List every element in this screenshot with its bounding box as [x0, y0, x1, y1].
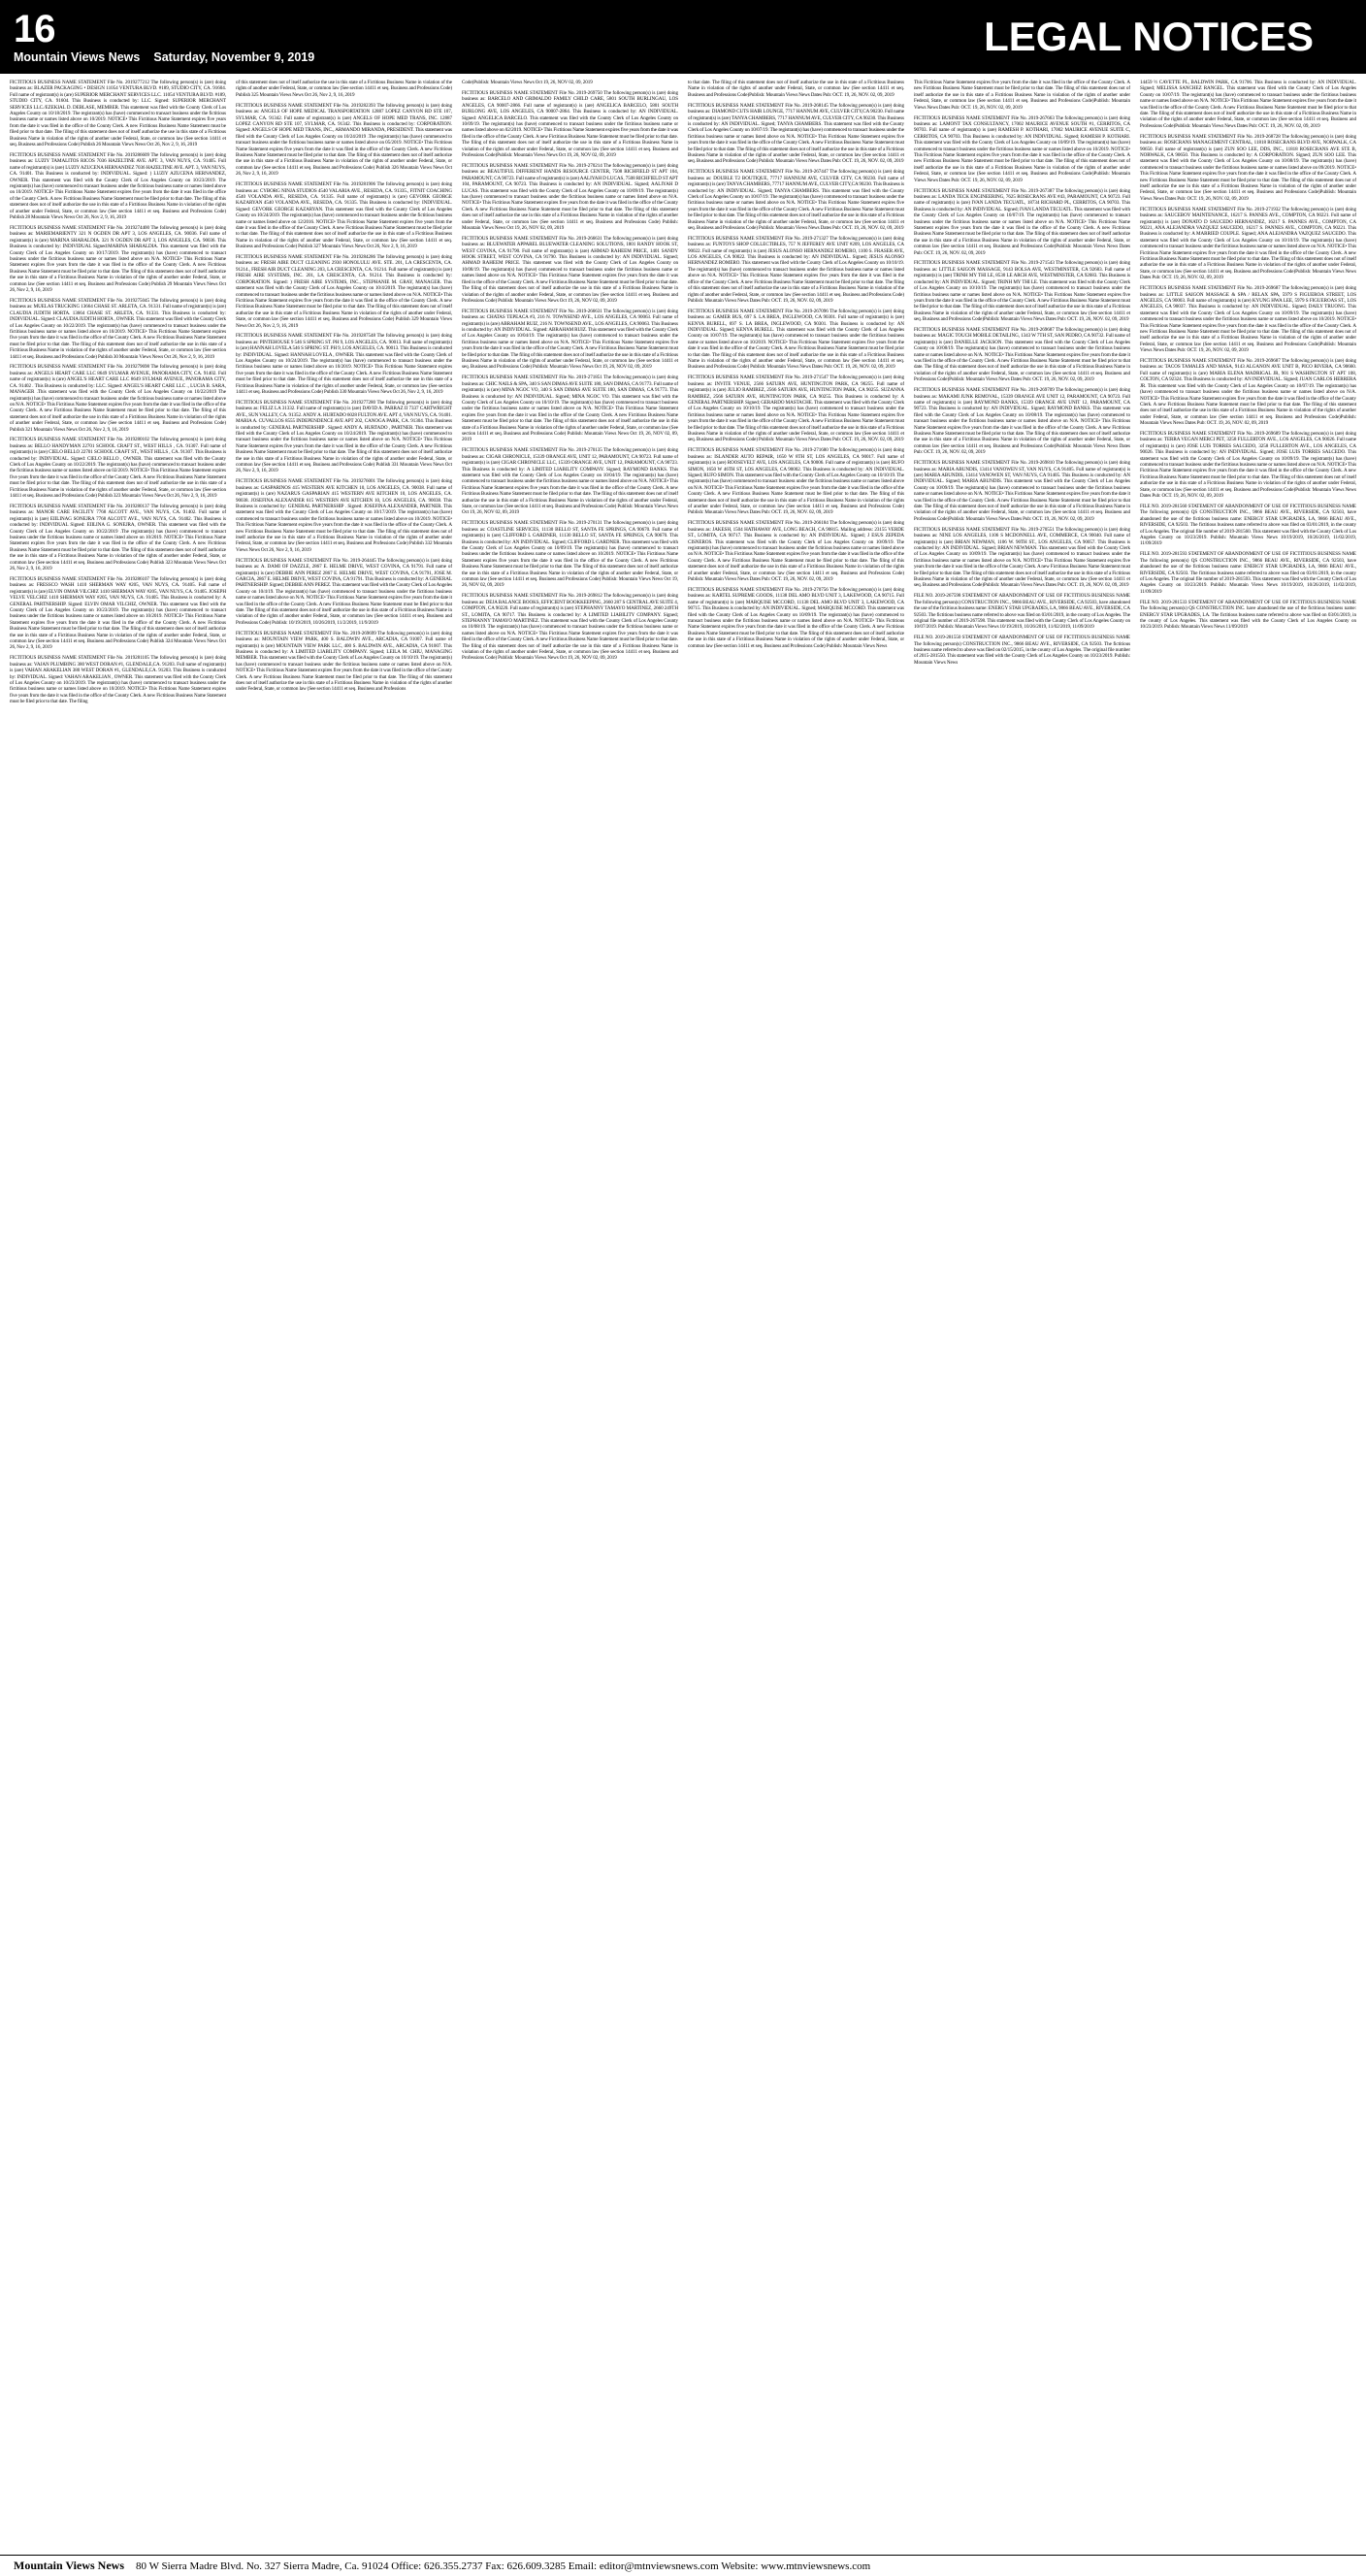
notice-text: FICTITIOUS BUSINESS NAME STATEMENT File No. 2019-270756 The following person(s) is (are) doing business as: KARTEL SUPREME GOODS, 11138 DEL AMO BLVD UNIT 3, LAKEWOOD, CA 90715. Full name of registrant(s) is (are) MARQUISE MCCORD, 11138 DEL AMO BLVD UNIT 3, LAKEWOOD, CA 90715. This Business is conducted by: AN INDIVIDUAL. Signed; MARQUISE MCCORD. This statement was filed with the County Clerk of Los Angeles County on 10/09/19. The registrant(s) has (have) commenced to transact business under the fictitious business name or names listed above on N/A. NOTICE• This Fictitious Name Statement expires five years from the date it was filed in the office of the County Clerk. A new Fictitious Business Name Statement must be filed prior to that date. The filing of this statement does not of itself authorize the use in this state of a Fictitious Business Name in violation of the rights of another under Federal, State, or common law (See section 14411 et seq. Business and Professions Code) Publish: Mountain Views News: [688, 586, 904, 649]
legal-notice: [688, 520, 904, 582]
issue-date: Saturday, November 9, 2019: [153, 50, 315, 65]
legal-notice: [688, 80, 904, 98]
legal-notice: [688, 169, 904, 231]
legal-notice: [236, 478, 452, 553]
legal-notice: [1140, 504, 1356, 547]
notice-text: This Fictitious Name Statement expires five years from the date it was filed in the office of the County Clerk. A new Fictitious Business Name Statement must be filed prior to that date. The filing of this statement does not of itself authorize the use in this state of a Fictitious Business Name in violation of the rights of another under Federal, State, or common law (See section 14411 et seq. Business and Professions Code)Publish: Mountain Views News Dates Pub: OCT. 19, 26, NOV. 02, 09, 2019: [914, 80, 1130, 111]
legal-notice: [462, 80, 678, 85]
masthead-paper-line: [14, 51, 314, 64]
notice-text: FICTITIOUS BUSINESS NAME STATEMENT File No. 2019-267447 The following person(s) is (are) doing business as: DOUBLE T2 BOUTIQUE, 77717 HANNUM AVE, CULVER CITY, CA 90230. Full name of registrant(s) is (are) TANYA CHAMBERS, 77717 HANNUM AVE, CULVER CITY,CA 90230. This Business is conducted by: AN INDIVIDUAL. Signed; TANYA CHAMBERS. This statement was filed with the County Clerk of Los Angeles County on 10/07/19. The registrant(s) has (have) commenced to transact business under the fictitious business name or names listed above on N/A. NOTICE• This Fictitious Name Statement expires five years from the date it was filed in the office of the County Clerk. A new Fictitious Business Name Statement must be filed prior to that date. The filing of this statement does not of itself authorize the use in this state of a Fictitious Business Name in violation of the rights of another under Federal, State, or common law (See section 14411 et seq. Business and Professions Code) Publish: Mountain Views News Dates Pub: OCT. 19, 26, NOV. 02, 09, 2019: [688, 169, 904, 231]
notice-text: FICTITIOUS BUSINESS NAME STATEMENT File No. 2019-267096 The following person(s) is (are) doing business as: GAMER BUS, 697 S. LA BREA, INGLEWOOD, CA 90301. Full name of registrant(s) is (are) KENYA BURELL, 697 S. LA BREA, INGLEWOOD, CA 90301. This Business is conducted by: AN INDIVIDUAL. Signed; KENYA BURELL. This statement was filed with the County Clerk of Los Angeles County on 10/07/19. The registrant(s) has (have) commenced to transact business under the fictitious business name or names listed above on 10/2019. NOTICE• This Fictitious Name Statement expires five years from the date it was filed in the office of the County Clerk. A new Fictitious Business Name Statement must be filed prior to that date. The filing of this statement does not of itself authorize the use in this state of a Fictitious Business Name in violation of the rights of another under Federal, State, or common law (See section 14411 et seq. Business and Professions Code) Publish: Mountain Views News Dates Pub: OCT. 19, 26, NOV. 02, 09, 2019: [688, 308, 904, 371]
notice-text: FICTITIOUS BUSINESS NAME STATEMENT File No. 2019286609 The following person(s) is (are) doing business as: LUZIY TAMALITOS RICOS 7036 HAZELTINE AVE. APT. 3, VAN NUYS, CA. 91405. Full name of registrant(s) is (are) LUZIY AZUCENA HERNANDEZ 7036 HAZELTINE AVE. APT. 3, VAN NUYS, CA. 91401. This Business is conducted by: INDIVIDUAL. Signed: ) LUZIY AZUCENA HERNANDEZ, OWNER. This statement was filed with the County Clerk of Los Angeles County on 10/23/2019. The registrant(s) has (have) commenced to transact business under the fictitious business name or names listed above on 10/2019. NOTICE• This Fictitious Name Statement expires five years from the date it was filed in the office of the County Clerk. A new Fictitious Business Name Statement must be filed prior to that date. The filing of this statement does not of itself authorize the use in this state of a Fictitious Business Name in violation of the rights of another under Federal, State, or common law (See section 14411 et seq. Business and Professions Code) Publish 28 Mountain Views News Oct 26, Nov 2, 9, 16, 2019: [10, 151, 226, 221]
legal-notice: [1140, 80, 1356, 129]
notice-text: FICTITIOUS BUSINESS NAME STATEMENT File No. 2019274400 The following person(s) is (are) doing business as: MARIEMARIENTY 321 N OGDEN DR APT 3, LOS ANGELES, CA. 90036. Full name of registrant(s) is (are) MARINA SHARALDIA. 321 N OGDEN DR APT 3, LOS ANGELES, CA. 90036. This Business is conducted by: INDIVIDUAL Signed:MARINA SHARALDIA. This statement was filed with the County Clerk of Los Angeles County on 10/17/2019. The registrant(s) has (have) commenced to transact business under the fictitious business name or names listed above on N/A. NOTICE• This Fictitious Name Statement expires five years from the date it was filed in the office of the County Clerk. A new Fictitious Business Name Statement must be filed prior to that date. The filing of this statement does not of itself authorize the use in this state of a Fictitious Business Name in violation of the rights of another under Federal, State, or common law (See section 14411 et seq. Business and Professions Code) Publish 29 Mountain Views News Oct 26, Nov 2, 9, 16, 2019: [10, 224, 226, 293]
legal-notice: [914, 327, 1130, 383]
legal-notice: [236, 181, 452, 249]
notice-text: FICTITIOUS BUSINESS NAME STATEMENT File No. 2019-269750 The following person(s) is (are) doing business as: BARCELO AND GRIMALDO FAMILY CHILD CARE, 5801 SOUTH BURLINGAU, LOS ANGELES, CA 90007-2866. Full name of registrant(s) is (are) ANGELICA BARCELO, 5801 SOUTH BURLONG AVE, LOS ANGELES, CA 90007-2864. This Business is conducted by: AN INDIVIDUAL. Signed: ANGELICA BARCELO. This statement was filed with the County Clerk of Los Angeles County on 10/09/19. The registrant(s) has (have) commenced to transact business under the fictitious business name or names listed above on 02/2019. NOTICE• This Fictitious Name Statement expires five years from the date it was filed in the office of the County Clerk. A new Fictitious Business Name Statement must be filed prior to that date. The filing of this statement does not of itself authorize the use in this state of a Fictitious Business Name in violation of the rights of another under Federal, State, or common law (See section 14411 et seq. Business and Professions Code)Publish: Mountain Views News Oct 19, 26, NOV 02, 09, 2019: [462, 89, 678, 158]
notice-text: FICTITIOUS BUSINESS NAME STATEMENT File No. 2019-268728 The following person(s) is (are) doing business as: ROSICRANS MANAGEMENT CENTRAL, 11818 ROSECRANS BLVD AVE, NORWALK, CA 90650. Full name of registrant(s) is (are) ZUN SOO LEE, DDS, INC., 11818 ROSECRANS AVE STE B, NORWALK, CA 90650. This Business is conducted by: A CORPORATION. Signed; ZUN SOO LEE. This statement was filed with the County Clerk of Los Angeles County on 10/08/19. The registrant(s) has (have) commenced to transact business under the fictitious business name or names listed above on 09/2019. NOTICE• This Fictitious Name Statement expires five years from the date it was filed in the office of the County Clerk. A new Fictitious Business Name Statement must be filed prior to that date. The filing of this statement does not of itself authorize the use in this state of a Fictitious Business Name in violation of the rights of another under Federal, State, or common law (See section 14411 et seq. Business and Professions Code)Publish: Mountain Views News Dates Pub: OCT. 19, 26, NOV. 02, 09, 2019: [1140, 133, 1356, 202]
legal-notice: [462, 593, 678, 661]
notice-text: FICTITIOUS BUSINESS NAME STATEMENT File No. 2019-271327 The following person(s) is (are) doing business as: FUNTOYS SHOP COLLECTIBLES, 757 N JEFFEREY AVE UNIT #209, LOS ANGELES, CA 90022. Full name of registrant(s) is (are) JESUS ALONSO HERNANDEZ ROMERO, 1100 S. FRASER AVE, LOS ANGELES, CA 90022. This Business is conducted by: AN INDIVIDUAL. Signed; JESUS ALONSO HERNANDEZ ROMERO. This statement was filed with the County Clerk of Los Angeles County on 10/10/19. The registrant(s) has (have) commenced to transact business under the fictitious business name or names listed above on N/A. NOTICE• This Fictitious Name Statement expires five years from the date it was filed in the office of the County Clerk. A new Fictitious Business Name Statement must be filed prior to that date. The filing of this statement does not of itself authorize the use in this state of a Fictitious Business Name in violation of the rights of another under Federal, State, or common law (See section 14411 et seq. Business and Professions Code) Publish: Mountain Views News Dates Pub: OCT. 19, 26, NOV. 02, 09, 2019: [688, 235, 904, 304]
legal-notice: [1140, 600, 1356, 631]
notice-text: FICTITIOUS BUSINESS NAME STATEMENT File No. 2019287548 The following person(s) is (are) doing business as: PINTEHOUSE 9 546 S SPRING ST. PH 9, LOS ANGELES, CA. 90013. Full name of registrant(s) is (are) HANNAH LOVELA 546 S SPRING ST. PH 9, LOS ANGELES, CA. 90013. This Business is conducted by: INDIVIDUAL. Signed: HANNAH LOVELA , OWNER. This statement was filed with the County Clerk of Los Angeles County on 10/24/2019. The registrant(s) has (have) commenced to transact business under the fictitious business name or names listed above on 10/2019. NOTICE• This Fictitious Name Statement expires five years from the date it was filed in the office of the County Clerk. A new Fictitious Business Name Statement must be filed prior to that date. The filing of this statement does not of itself authorize the use in this state of a Fictitious Business Name in violation of the rights of another under Federal, State, or common law (See section 14411 et seq. Business and Professions Code) Publish 330 Mountain Views News Oct 26, Nov 2, 9, 16, 2019: [236, 333, 452, 396]
notice-text: of this statement does not of itself authorize the use in this state of a Fictitious Business Name in violation of the rights of another under Federal, State, or common law (See section 14411 et seq. Business and Professions Code) Publish 325 Mountain Views News Oct 26, Nov 2, 9, 16, 2019: [236, 80, 452, 98]
notice-text: FILE NO. 2019-281533 STATEMENT OF ABANDONMENT OF USE OF FICTITIOUS BUSINESS NAME The following person(s) QS CONSTRUCTION INC. have abandoned the use of the fictitious business name: ENERGY STAR UPGRADES, LA. The fictitious business name referred to above was filed on 03/01/2019, in the county of Los Angeles. This statement was filed with the County Clerk of Los Angeles County on 10/23/2019. Publish: Mountain Views News 11/09/2019: [1140, 599, 1356, 631]
notice-text: FICTITIOUS BUSINESS NAME STATEMENT File No. 2019286107 The following person(s) is (are) doing business as: FRESSCO WASH 1410 SHERMAN WAY #205, VAN NUYS, CA. 91405. Full name of registrant(s) is (are) ELVIN OMAR VILCHIZ 1410 SHERMAN WAY #205, VAN NUYS, CA. 91405. JOSEPH VELVE VELCHIZ 1410 SHERMAN WAY #205, VAN NUYS, CA. 91405. This Business is conducted by: A GENERAL PARTNERSHIP. Signed: ELVIN OMAR VILCHIZ, OWNER. This statement was filed with the County Clerk of Los Angeles County on 10/23/2019. The registrant(s) has (have) commenced to transact business under the fictitious business name or names listed above on 10/2019. NOTICE• This Fictitious Name Statement expires five years from the date it was filed in the office of the County Clerk. A new Fictitious Business Name Statement must be filed prior to that date. The filing of this statement does not of itself authorize the use in this state of a Fictitious Business Name in violation of the rights of another under Federal, State, or common law (See section 14411 et seq. Business and Professions Code) Publish 324 Mountain Views News Oct 26, Nov 2, 9, 16, 2019: [10, 575, 226, 651]
legal-notice: [1140, 358, 1356, 426]
notice-text: FICTITIOUS BUSINESS NAME STATEMENT File No. 2019275045 The following person(s) is (are) doing business as: MUELAS TRUCKING 13664 CHASE ST. ARLETA, CA. 91331. Full name of registrant(s) is (are) CLAUDIA JUDITH HORTA. 13664 CHASE ST. ARLETA, CA. 91331. This Business is conducted by: INDIVIDUAL. Signed: CLAUDIA JUDITH HORTA , OWNER. This statement was filed with the County Clerk of Los Angeles County on 10/22/2019. The registrant(s) has (have) commenced to transact business under the fictitious business name or names listed above on 10/2019. NOTICE• This Fictitious Name Statement expires five years from the date it was filed in the office of the County Clerk. A new Fictitious Business Name Statement must be filed prior to that date. The filing of this statement does not of itself authorize the use in this state of a Fictitious Business Name in violation of the rights of another under Federal, State, or common law (See section 14411 et seq. Business and Professions Code) Publish 30 Mountain Views News Oct 26, Nov 2, 9, 16, 2019: [10, 297, 226, 360]
legal-notice: [10, 504, 226, 571]
legal-notice: [236, 80, 452, 98]
legal-notice: [236, 254, 452, 329]
column-3: [462, 80, 678, 666]
legal-notice: [10, 576, 226, 651]
notice-text: FICTITIOUS BUSINESS NAME STATEMENT File No. 2019-264445 The following person(s) is (are) doing business as: A. DAMI OF DAZZLE, 2867 E. HELME DRIVE, WEST COVINA, CA 91791. Full name of registrant(s) is (are) DEBBIE ANN PEREZ 2867 E. HELME DRIVE, WEST COVINA, CA 91791, JOSE M. GARCIA, 2867 E. HELME DRIVE, WEST COVINA, CA 91791. This Business is conducted by: A GENERAL PARTNERSHIP. Signed; DEBBIE ANN PEREZ. This statement was filed with the County Clerk of Los Angeles County on 10/4/19. The registrant(s) has (have) commenced to transact business under the fictitious business name or names listed above on N/A. NOTICE• This Fictitious Name Statement expires five years from the date it was filed in the office of the County Clerk. A new Fictitious Business Name Statement must be filed prior to that date. The filing of this statement does not of itself authorize the use in this state of a Fictitious Business Name in violation of the rights of another under Federal, State, or common law (See section 14411 et seq. Business and Professions Code) Publish: 10/19/2019, 10/26/2019, 11/2/2019, 11/9/2019: [236, 557, 452, 626]
notice-text: Code)Publish: Mountain Views News Oct 19, 26, NOV 02, 09, 2019: [462, 80, 593, 85]
notice-text: FICTITIOUS BUSINESS NAME STATEMENT File No. 2019-271851 The following person(s) is (are) doing business as: CHIC NAILS & SPA, 340 S SAN DIMAS AVE SUITE 180, SAN DIMAS, CA 91773. Full name of registrant(s) is (are) MINA NGOC VO, 340 S SAN DIMAS AVE SUITE 180, SAN DIMAS, CA 91773. This Business is conducted by: AN INDIVIDUAL. Signed; MINA NGOC VO. This statement was filed with the County Clerk of Los Angeles County on 10/10/19. The registrant(s) has (have) commenced to transact business under the fictitious business name or names listed above on N/A. NOTICE• This Fictitious Name Statement expires five years from the date it was filed in the office of the County Clerk. A new Fictitious Business Name Statement must be filed prior to that date. The filing of this statement does not of itself authorize the use in this state of a Fictitious Business Name in violation of the rights of another under Federal, State, or common law (See section 14411 et seq. Business and Professions Code) Publish: Mountain Views News Oct 19, 26, NOV 02, 09, 2019: [462, 375, 678, 443]
legal-notice: [236, 333, 452, 395]
legal-notice: [236, 631, 452, 693]
legal-notice: [462, 447, 678, 515]
notice-text: FICTITIOUS BUSINESS NAME STATEMENT File No. 2019284286 The following person(s) is (are) doing business as: FRESH AIRE DUCT CLEANING 2930 HONOLULU AVE. STE. 201, LA CRESCENTA, CA. 91214., FRESH AIR DUCT CLEANING 203, LA CRESCENTA, CA. 91214. Full name of registrant(s) is (are) FRESH AIRE SYSTEMS, INC. 201, LA CRESCENTA, CA. 91214. This Business is conducted by: CORPORATION. Signed: ) FRESH AIRE SYSTEMS, INC., STEPHANIE M. GRAY, MANAGER. This statement was filed with the County Clerk of Los Angeles County on 10/4/2019. The registrant(s) has (have) commenced to transact business under the fictitious business name or names listed above on N/A. NOTICE• This Fictitious Name Statement expires five years from the date it was filed in the office of the County Clerk. A new Fictitious Business Name Statement must be filed prior to that date. The filing of this statement does not of itself authorize the use in this state of a Fictitious Business Name in violation of the rights of another under Federal, State, or common law (See section 14411 et seq. Business and Professions Code) Publish 329 Mountain Views News Oct 26, Nov 2, 9, 16, 2019: [236, 254, 452, 329]
legal-notice: [688, 375, 904, 442]
legal-notice: [914, 80, 1130, 111]
legal-notice: [10, 152, 226, 220]
column-5: [914, 80, 1130, 670]
legal-notice: [462, 236, 678, 304]
notice-text: FICTITIOUS BUSINESS NAME STATEMENT File No. 2019-268145 The following person(s) is (are) doing business as: DIAMOND CUTS HAIR LOUNGE, 7717 HANNUM AVE, CULVER CITY,CA 90230. Full name of registrant(s) is (are) TANYA CHAMBERS, 7717 HANNUM AVE, CULVER CITY, CA 90230. This Business is conducted by: AN INDIVIDUAL. Signed; TANYA CHAMBERS. This statement was filed with the County Clerk of Los Angeles County on 10/07/19. The registrant(s) has (have) commenced to transact business under the fictitious business name or names listed above on N/A. NOTICE• This Fictitious Name Statement expires five years from the date it was filed in the office of the County Clerk. A new Fictitious Business Name Statement must be filed prior to that date. The filing of this statement does not of itself authorize the use in this state of a Fictitious Business Name in violation of the rights of another under Federal, State, or common law (See section 14411 et seq. Business and Professions Code) Publish: Mountain Views News Dates Pub: OCT. 19, 26, NOV. 02, 09, 2019: [688, 102, 904, 165]
legal-notice: [236, 558, 452, 626]
notice-text: FICTITIOUS BUSINESS NAME STATEMENT File No. 2019281906 The following person(s) is (are) doing business as: CYBORG NINJA STUDIOS 4540 VALARIA AVE., RESEDA, CA. 91335., FITNIT COACHING 4540 VOLANDA AVE., RESEDA, CA. 91335. Full name of registrant(s) is (are) GEVORK GEORGE KAZARYAN 4540 VOLANDA AVE., RESEDA, CA. 91335. This Business is conducted by: INDIVIDUAL. Signed: GEVORK GEORGE KAZARYAN. This statement was filed with the County Clerk of Los Angeles County on 10/24/2019. The registrant(s) has (have) commenced to transact business under the fictitious business name or names listed above on 12/2016. NOTICE• This Fictitious Name Statement expires five years from the date it was filed in the office of the County Clerk. A new Fictitious Business Name Statement must be filed prior to that date. The filing of this statement does not of itself authorize the use in this state of a Fictitious Business Name in violation of the rights of another under Federal, State, or common law (See section 14411 et seq. Business and Professions Code) Publish 327 Mountain Views News Oct 26, Nov 2, 9, 16, 2019: [236, 181, 452, 250]
legal-notice: [914, 260, 1130, 322]
notice-text: FICTITIOUS BUSINESS NAME STATEMENT File No. 2019-271680 The following person(s) is (are) doing business as: ISLANDER AUTO REPAIR, 1650 W 8TH ST, LOS ANGELES, CA 90017. Full name of registrant(s) is (are) ROOSEVELT AVE, LOS ANGELES, CA 90006. Full name of registrant(s) is (are) RUFO SIMON, 1650 W 46TH ST, LOS ANGELES, CA 90002. This Business is conducted by: AN INDIVIDUAL. Signed; RUFO SIMON. This statement was filed with the County Clerk of Los Angeles County on 10/10/19. The registrant(s) has (have) commenced to transact business under the fictitious business name or names listed above on N/A. NOTICE• This Fictitious Name Statement expires five years from the date it was filed in the office of the County Clerk. A new Fictitious Business Name Statement must be filed prior to that date. The filing of this statement does not of itself authorize the use in this state of a Fictitious Business Name in violation of the rights of another under Federal, State, or common law (See section 14411 et seq. Business and Professions Code) Publish: Mountain Views News Dates Pub: OCT. 19, 26, NOV. 02, 09, 2019: [688, 447, 904, 516]
notice-text: FICTITIOUS BUSINESS NAME STATEMENT File No. 2019279698 The following person(s) is (are) doing business as: ANGELS HEART CARE LLC 8649 SYLMAR AVENUE, PANORAMA CITY, CA. 91402. Full name of registrant(s) is (are) ANGEL'S HEART CARE LLC 8649 SYLMAR AVENUE, PANORAMA CITY, CA. 91402 . This Business is conducted by: LLC. Signed: ANGEL'S HEART CARE LLC ., LUCIA B. SARA, MANAGER .This statement was filed with the County Clerk of Los Angeles County on 10/22/2019 The registrant(s) has (have) commenced to transact business under the fictitious business name or names listed above on N/A. NOTICE• This Fictitious Name Statement expires five years from the date it was filed in the office of the County Clerk. A new Fictitious Business Name Statement must be filed prior to that date. The filing of this statement does not of itself authorize the use in this state of a Fictitious Business Name in violation of the rights of another under Federal, State, or common law (See section 14411 et seq. Business and Professions Code) Publish 321 Mountain Views News Oct 26, Nov 2, 9, 16, 2019: [10, 364, 226, 433]
legal-notice: [688, 236, 904, 304]
footer-brand: Mountain Views News: [14, 2559, 125, 2572]
notice-text: FICTITIOUS BUSINESS NAME STATEMENT File No. 2019-269689 The following person(s) is (are) doing business as: TERRA VEGAN MERCI PET, 3258 FULLERTON AVE., LOS ANGELES, CA 90026. Full name of registrant(s) is (are) JOSE LUIS TORRES SALCEDO, 3258 FULLERTON AVE., LOS ANGELES, CA 90026. This Business is conducted by: AN INDIVIDUAL. Signed; JOSE LUIS TORRES SALCEDO. This statement was filed with the County Clerk of Los Angeles County on 10/09/19. The registrant(s) has (have) commenced to transact business under the fictitious business name or names listed above on N/A. NOTICE• This Fictitious Name Statement expires five years from the date it was filed in the office of the County Clerk. A new Fictitious Business Name Statement must be filed prior to that date. The filing of this statement does not of itself authorize the use in this state of a Fictitious Business Name in violation of the rights of another under Federal, State, or common law (See section 14411 et seq. Business and Professions Code)Publish: Mountain Views News Dates Pub: OCT. 19, 26, NOV. 02, 09, 2019: [1140, 431, 1356, 500]
column-1: [10, 80, 226, 709]
legal-notice: [1140, 285, 1356, 353]
notice-text: FICTITIOUS BUSINESS NAME STATEMENT File No. 2019-269812 The following person(s) is (are) doing business as: DEJA BALANCE BOOKS, EFFICIENT BOOKKEEPING, 2660 287 S CENTRAL AVE SUITE 4, COMPTON, CA 90220. Full name of registrant(s) is (are) STEPHANNY TAMAYO MARTINEZ, 2660 249TH ST., LOMITA, CA 90717. This Business is conducted by: A LIMITED LIABILITY COMPANY. Signed; STEPHANNY TAMAYO MARTINEZ. This statement was filed with the County Clerk of Los Angeles County on 10/08/19. The registrant(s) has (have) commenced to transact business under the fictitious business name or names listed above on N/A. NOTICE• This Fictitious Name Statement expires five years from the date it was filed in the office of the County Clerk. A new Fictitious Business Name Statement must be filed prior to that date. The filing of this statement does not of itself authorize the use in this state of a Fictitious Business Name in violation of the rights of another under Federal, State, or common law (See section 14411 et seq. Business and Professions Code) Publish: Mountain Views News Oct 19, 26, NOV 02, 09, 2019: [462, 593, 678, 662]
notice-text: FICTITIOUS BUSINESS NAME STATEMENT File No. 2019282393 The following person(s) is (are) doing business as: ANGELS OF HOPE MEDICAL TRANSPORTATION 12887 LOPEZ CANYON RD STE 107, SYLMAR, CA. 91342. Full name of registrant(s) is (are) ANGELS OF HOPE MED TRANS, INC. 12887 LOPEZ CANYON RD STE 107, SYLMAR, CA. 91342. This Business is conducted by: CORPORATION. Signed: ANGELS OF HOPE MED TRANS, INC., ARMANDO MIRANDA, PRESIDENT. This statement was filed with the County Clerk of Los Angeles County on 10/24/2019 .The registrant(s) has (have) commenced to transact business under the fictitious business name or names listed above on 05/2019. NOTICE• This Fictitious Name Statement expires five years from the date it was filed in the office of the County Clerk. A new Fictitious Business Name Statement must be filed prior to that date. The filing of this statement does not of itself authorize the use in this state of a Fictitious Business Name in violation of the rights of another under Federal, State, or common law (See section 14411 et seq. Business and Professions Code) Publish 326 Mountain Views News Oct 26, Nov 2, 9, 16, 2019: [236, 102, 452, 178]
masthead-left: [14, 10, 314, 64]
legal-notice: [462, 375, 678, 442]
paper-name: Mountain Views News: [14, 50, 141, 65]
legal-notice: [1140, 134, 1356, 202]
legal-notice: [914, 527, 1130, 589]
notice-text: FICTITIOUS BUSINESS NAME STATEMENT File No. 2019-267663 The following person(s) is (are) doing business as: LAMONT TAX CONSULTANCY, 17002 MAURICE AVENUE SOUTH #1, CERRITOS, CA 90703. Full name of registrant(s) is (are) RAMESH P. KOTHARI, 17002 MAURICE AVENUE SUITE C, CERRITOS, CA 90703. This Business is conducted by: AN INDIVIDUAL. Signed; RAMESH P. KOTHARI. This statement was filed with the County Clerk of Los Angeles County on 10/09/19. The registrant(s) has (have) commenced to transact business under the fictitious business name or names listed above on 10/2019. NOTICE• This Fictitious Name Statement expires five years from the date it was filed in the office of the County Clerk. A new Fictitious Business Name Statement must be filed prior to that date. The filing of this statement does not of itself authorize the use in this state of a Fictitious Business Name in violation of the rights of another under Federal, State, or common law (See section 14411 et seq. Business and Professions Code)Publish: Mountain Views News Dates Pub: OCT. 19, 26, NOV. 02, 09, 2019: [914, 114, 1130, 183]
notice-text: FICTITIOUS BUSINESS NAME STATEMENT File No. 2019-269699 The following person(s) is (are) doing business as: MOUNTAIN VIEW PARK, 400 S. BALDWIN AVE., ARCADIA, CA 91007. Full name of registrant(s) is (are) MOUNTAIN VIEW PARK LLC, 400 S. BALDWIN AVE., ARCADIA, CA 91007. This Business is conducted by: A LIMITED LIABILITY COMPANY. Signed; LEILA M. CHIU, MANAGING MEMBER. This statement was filed with the County Clerk of Los Angeles County on 10/10/19. The registrant(s) has (have) commenced to transact business under the fictitious business name or names listed above on N/A. NOTICE• This Fictitious Name Statement expires five years from the date it was filed in the office of the County Clerk. A new Fictitious Business Name Statement must be filed prior to that date. The filing of this statement does not of itself authorize the use in this state of a Fictitious Business Name in violation of the rights of another under Federal, State, or common law (See section 14411 et seq. Business and Professions: [236, 630, 452, 693]
legal-notice: [10, 225, 226, 293]
legal-notice: [688, 587, 904, 649]
legal-notice: [462, 163, 678, 231]
legal-notice: [462, 90, 678, 158]
masthead: [0, 0, 1366, 74]
notice-text: 14459 ½ CAVETTE PL, BALDWIN PARK, CA 91706. This Business is conducted by: AN INDIVIDUAL. Signed; MELISSA SANCHEZ RANGEL. This statement was filed with the County Clerk of Los Angeles County on 10/07/19. The registrant(s) has (have) commenced to transact business under the fictitious business name or names listed above on N/A. NOTICE• This Fictitious Name Statement expires five years from the date it was filed in the office of the County Clerk. A new Fictitious Business Name Statement must be filed prior to that date. The filing of this statement does not of itself authorize the use in this state of a Fictitious Business Name in violation of the rights of another under Federal, State, or common law (See section 14411 et seq. Business and Professions Code)Publish: Mountain Views News Dates Pub: OCT. 19, 26, NOV. 02, 09, 2019: [1140, 80, 1356, 129]
notice-text: FICTITIOUS BUSINESS NAME STATEMENT File No. 2019280102 The following person(s) is (are) doing business as: BELLO HANDYMAN 22701 SCHOOL CRAFT ST., WEST HILLS , CA. 91307. Full name of registrant(s) is (are) CIELO BELLO 22701 SCHOOL CRAFT ST., WEST HILLS , CA. 91307. This Business is conducted by: INDIVIDUAL. Signed: CIELO BELLO , OWNER. This statement was filed with the County Clerk of Los Angeles County on 10/22/2019. The registrant(s) has (have) commenced to transact business under the fictitious business name or names listed above on 02/2019. NOTICE• This Fictitious Name Statement expires five years from the date it was filed in the office of the County Clerk. A new Fictitious Business Name Statement must be filed prior to that date. The filing of this statement does not of itself authorize the use in this state of a Fictitious Business Name in violation of the rights of another under Federal, State, or common law (See section 14411 et seq. Business and Professions Code) Publish 323 Mountain Views News Oct 26, Nov 2, 9, 16, 2019: [10, 437, 226, 500]
legal-notice: [10, 437, 226, 499]
notice-text: FICTITIOUS BUSINESS NAME STATEMENT File No. 2019-267387 The following person(s) is (are) doing business as: LANDA TECK ENGINEERING, 7625 ROSECRANS AVE #43, PARAMOUNT, CA 90723. Full name of registrant(s) is (are) IVAN LANDA TECUATL, 18734 RICHARD PL, CERRITOS, CA 90703. This Business is conducted by: AN INDIVIDUAL. Signed; IVAN LANDA TECUATL. This statement was filed with the County Clerk of Los Angeles County on 10/07/19. The registrant(s) has (have) commenced to transact business under the fictitious business name or names listed above on N/A. NOTICE• This Fictitious Name Statement expires five years from the date it was filed in the office of the County Clerk. A new Fictitious Business Name Statement must be filed prior to that date. The filing of this statement does not of itself authorize the use in this state of a Fictitious Business Name in violation of the rights of another under Federal, State, or common law (See section 14411 et seq. Business and Professions Code)Publish: Mountain Views News Dates Pub: OCT. 19, 26, NOV. 02, 09, 2019: [914, 187, 1130, 256]
column-2: [236, 80, 452, 697]
notice-text: FICTITIOUS BUSINESS NAME STATEMENT File No. 2019-266184 The following person(s) is (are) doing business as: JAKESH, 1504 HATHAWAY AVE, LONG BEACH, CA 90815. Mailing address: 23155 VERDE ST., LOMITA, CA 90717. This Business is conducted by: AN INDIVIDUAL. Signed; J ESUS ZEPEDA CISNEROS. This statement was filed with the County Clerk of Los Angeles County on 10/09/19. The registrant(s) has (have) commenced to transact business under the fictitious business name or names listed above on N/A. NOTICE• This Fictitious Name Statement expires five years from the date it was filed in the office of the County Clerk. A new Fictitious Business Name Statement must be filed prior to that date. The filing of this statement does not of itself authorize the use in this state of a Fictitious Business Name in violation of the rights of another under Federal, State, or common law (See section 14411 et seq. Business and Professions Code) Publish: Mountain Views News Dates Pub: OCT. 19, 26, NOV. 02, 09, 2019: [688, 520, 904, 582]
notice-text: FICTITIOUS BUSINESS NAME STATEMENT File No. 2019-270551 The following person(s) is (are) doing business as: NINE LOS ANGELES, 1106 S MCDONNELL AVE, COMMERCE, CA 90040. Full name of registrant(s) is (are) BRIAN NEWMAN, 1106 W. 90TH ST., LOS ANGELES, CA 90057. This Business is conducted by: AN INDIVIDUAL. Signed; BRIAN NEWMAN. This statement was filed with the County Clerk of Los Angeles County on 10/09/19. The registrant(s) has (have) commenced to transact business under the fictitious business name or names listed above on N/A. NOTICE• This Fictitious Name Statement expires five years from the date it was filed in the office of the County Clerk. A new Fictitious Business Name Statement must be filed prior to that date. The filing of this statement does not of itself authorize the use in this state of a Fictitious Business Name in violation of the rights of another under Federal, State, or common law (See section 14411 et seq. Business and Professions Code)Publish: Mountain Views News Dates Pub: OCT. 19, 26, NOV. 02, 09, 2019: [914, 526, 1130, 589]
legal-notice: [10, 80, 226, 147]
page-footer: [0, 2555, 1366, 2576]
column-4: [688, 80, 904, 653]
legal-notice: [914, 460, 1130, 522]
notice-text: FICTITIOUS BUSINESS NAME STATEMENT File No. 2019277212 The following person(s) is (are) doing business as: BLAZER PACKAGING • DESIGN 11054 VENTURA BLVD. #189, STUDIO CITY, CA. 91604. Full name of registrant(s) is (are) SUPERIOR MERCHANT SERVICES LLC. 11054 VENTURA BLVD. #189, STUDIO CITY, CA. 91604. This Business is conducted by: LLC. Signed: SUPERIOR MERCHANT SERVICES LLC./EZEKIAL D. DEBLASE, MEMBER. This statement was filed with the County Clerk of Los Angeles County on 10/18/2019. The registrant(s) has (have) commenced to transact business under the fictitious business name or names listed above on 10/2019. NOTICE• This Fictitious Name Statement expires five years from the date it was filed in the office of the County Clerk. A new Fictitious Business Name Statement must be filed prior to that date. The filing of this statement does not of itself authorize the use in this state of a Fictitious Business Name in violation of the rights of another under Federal, State, or common law (See section 14411 et seq. Business and Professions Code) Publish 26 Mountain Views News Oct 26, Nov 2, 9, 16, 2019: [10, 80, 226, 148]
notice-text: FICTITIOUS BUSINESS NAME STATEMENT File No. 2019-271932 The following person(s) is (are) doing business as: SAUCEBOY MAINTENANCE, 16217 S. PANNES AVE., COMPTON, CA 90221. Full name of registrant(s) is (are) DONATO D SAUCEDO HERNANDEZ, 16217 S. PANNES AVE., COMPTON, CA 90221, ANA ALEJANDRA VAZQUEZ SAUCEDO, 16217 S. PANNES AVE., COMPTON, CA 90221. This Business is conducted by: A MARRIED COUPLE. Signed; ANA ALEJANDRA VAZQUEZ SAUCEDO. This statement was filed with the County Clerk of Los Angeles County on 10/10/19. The registrant(s) has (have) commenced to transact business under the fictitious business name or names listed above on N/A. NOTICE• This Fictitious Name Statement expires five years from the date it was filed in the office of the County Clerk. A new Fictitious Business Name Statement must be filed prior to that date. The filing of this statement does not of itself authorize the use in this state of a Fictitious Business Name in violation of the rights of another under Federal, State, or common law (See section 14411 et seq. Business and Professions Code)Publish: Mountain Views News Dates Pub: OCT. 19, 26, NOV. 02, 09, 2019: [1140, 206, 1356, 281]
notice-text: FICTITIOUS BUSINESS NAME STATEMENT File No. 2019-270135 The following person(s) is (are) doing business as: CIGAR CHRONICLE, 15339 ORANGE AVE, UNIT 12, PARAMOUNT, CA 90723. Full name of registrant(s) is (are) CIGAR CHRONICLE LLC, 15339 ORANGE AVE, UNIT 12, PARAMOUNT, CA 90723. This Business is conducted by: A LIMITED LIABILITY COMPANY. Signed; RAYMOND BANKS. This statement was filed with the County Clerk of Los Angeles County on 10/04/19. The registrant(s) has (have) commenced to transact business under the fictitious business name or names listed above on N/A. NOTICE• This Fictitious Name Statement expires five years from the date it was filed in the office of the County Clerk. A new Fictitious Business Name Statement must be filed prior to that date. The filing of this statement does not of itself authorize the use in this state of a Fictitious Business Name in violation of the rights of another under Federal, State, or common law (See section 14411 et seq. Business and Professions Code) Publish: Mountain Views News Oct 19, 26, NOV 02, 09, 2019: [462, 447, 678, 516]
notice-text: FICTITIOUS BUSINESS NAME STATEMENT File No. 2019-266631 The following person(s) is (are) doing business as: BLUEWATER APPAREL BLUEWATER CLEANING SOLUTIONS, 1801 RANDY HOOK ST, WEST COVINA, CA 91790. Full name of registrant(s) is (are) AHMAD RAHEEM PRICE, 1401 SANDY HOOK STREET, WEST COVINA, CA 91790. This Business is conducted by: AN INDIVIDUAL. Signed; AHMAD RAHEEM PRICE. This statement was filed with the County Clerk of Los Angeles County on 10/08/19. The registrant(s) has (have) commenced to transact business under the fictitious business name or names listed above on N/A. NOTICE• This Fictitious Name Statement expires five years from the date it was filed in the office of the County Clerk. A new Fictitious Business Name Statement must be filed prior to that date. The filing of this statement does not of itself authorize the use in this state of a Fictitious Business Name in violation of the rights of another under Federal, State, or common law (See section 14411 et seq. Business and Professions Code) Publish: Mountain Views News Oct 19, 26, NOV 02, 09, 2019: [462, 235, 678, 304]
notice-text: FILE NO. 2019-267598 STATEMENT OF ABANDONMENT OF USE OF FICTITIOUS BUSINESS NAME The following person(s) CONSTRUCTION INC., 9866 BEAU AVE., RIVERSIDE, CA 92503, have abandoned the use of the fictitious business name: ENERGY STAR UPGRADES, LA, 9866 BEAU AVE., RIVERSIDE, CA 92503. The fictitious business name referred to above was filed on 03/01/2019, in the county of Los Angeles. The original file number of 2019-267598. This statement was filed with the County Clerk of Los Angeles County on 10/07/2019. Publish: Mountain Views News 10/19/2019, 10/26/2019, 11/02/2019, 11/09/2019: [914, 593, 1130, 631]
legal-notice: [1140, 551, 1356, 595]
legal-notice: [914, 387, 1130, 455]
notice-text: FICTITIOUS BUSINESS NAME STATEMENT File No. 2019-266631 The following person(s) is (are) doing business as: CHATAS TEPEACA #3, 216 N. TOWNSEND AVE., LOS ANGELES, CA 90063. Full name of registrant(s) is (are) ABRAHAM RUIZ, 216 N. TOWNSEND AVE., LOS ANGELES, CA 90063. This Business is conducted by: AN INDIVIDUAL. Signed: ABRAHAM RUIZ. This statement was filed with the County Clerk of Los Angeles County on 10/04/19. The registrant(s) has (have) commenced to transact business under the fictitious business name or names listed above on N/A. NOTICE• This Fictitious Name Statement expires five years from the date it was filed in the office of the County Clerk. A new Fictitious Business Name Statement must be filed prior to that date. The filing of this statement does not of itself authorize the use in this state of a Fictitious Business Name in violation of the rights of another under Federal, State, or common law (See section 14411 et seq. Business and Professions Code) Publish: Mountain Views News Oct 19, 26, NOV 02, 09, 2019: [462, 308, 678, 371]
legal-notice: [914, 593, 1130, 630]
notice-text: FILE NO. 2019-281550 STATEMENT OF ABANDONMENT OF USE OF FICTITIOUS BUSINESS NAME The following person(s) CONSTRUCTION INC., 9866 BEAU AVE., RIVERSIDE, CA 92503. The fictitious business name referred to above was filed on 02/15/2015, in the county of Los Angeles. The original file number of 2015-281550. This statement was filed with the County Clerk of Los Angeles County on 10/23/2019. Publish: Mountain Views News: [914, 635, 1130, 666]
footer-details: 80 W Sierra Madre Blvd. No. 327 Sierra Madre, Ca. 91024 Office: 626.355.2737 Fax: 626.609.3285 Email: editor@mtnviewsnews.com Website: www.mtnviewsnews.com: [136, 2560, 871, 2572]
notice-text: FICTITIOUS BUSINESS NAME STATEMENT File No. 2019-271543 The following person(s) is (are) doing business as: LITTLE SAIGON MASSAGE, 9143 BOLSA AVE, WESTMINSTER, CA 92683. Full name of registrant(s) is (are) TRINH MY THI LE, 8530 LE ARCH AVE, WESTMINSTER, CA 92683. This Business is conducted by: AN INDIVIDUAL. Signed; TRINH MY THI LE. This statement was filed with the County Clerk of Los Angeles County on 10/10/19. The registrant(s) has (have) commenced to transact business under the fictitious business name or names listed above on N/A. NOTICE• This Fictitious Name Statement expires five years from the date it was filed in the office of the County Clerk. A new Fictitious Business Name Statement must be filed prior to that date. The filing of this statement does not of itself authorize the use in this state of a Fictitious Business Name in violation of the rights of another under Federal, State, or common law (See section 14411 et seq. Business and Professions Code)Publish: Mountain Views News Dates Pub: OCT. 19, 26, NOV. 02, 09, 2019: [914, 260, 1130, 323]
notice-text: FICTITIOUS BUSINESS NAME STATEMENT File No. 2019-269687 The following person(s) is (are) doing business as: MAGIC TOUCH MOBILE DETAILING, 1343 W 7TH ST, SAN PEDRO, CA 90732. Full name of registrant(s) is (are) DANIELLE JACKSON. This statement was filed with the County Clerk of Los Angeles County on 10/08/19. The registrant(s) has (have) commenced to transact business under the fictitious business name or names listed above on N/A. NOTICE• This Fictitious Name Statement expires five years from the date it was filed in the office of the County Clerk. A new Fictitious Business Name Statement must be filed prior to that date. The filing of this statement does not of itself authorize the use in this state of a Fictitious Business Name in violation of the rights of another under Federal, State, or common law (See section 14411 et seq. Business and Professions Code)Publish: Mountain Views News Dates Pub: OCT. 19, 26, NOV. 02, 09, 2019: [914, 327, 1130, 383]
legal-notice: [10, 364, 226, 432]
legal-notice: [914, 635, 1130, 666]
notice-columns: [0, 74, 1366, 709]
notice-text: FICTITIOUS BUSINESS NAME STATEMENT File No. 2019-269687 The following person(s) is (are) doing business as: LITTLE SAIGON MASSAGE & SPA / RELAX SPA, 5979 S FIGUEROA STREET, LOS ANGELES, CA 90003. Full name of registrant(s) is (are) KYUNG HWA LEE, 5979 S FIGUEROAS ST., LOS ANGELES, CA 90037. This Business is conducted by: AN INDIVIDUAL. Signed; DAILY TRUONG. This statement was filed with the County Clerk of Los Angeles County on 10/09/19. The registrant(s) has (have) commenced to transact business under the fictitious business name or names listed above on 10/2019. NOTICE• This Fictitious Name Statement expires five years from the date it was filed in the office of the County Clerk. A new Fictitious Business Name Statement must be filed prior to that date. The filing of this statement does not of itself authorize the use in this state of a Fictitious Business Name in violation of the rights of another under Federal, State, or common law (See section 14411 et seq. Business and Professions Code)Publish: Mountain Views News Dates Pub: OCT. 19, 26, NOV. 02, 09, 2019: [1140, 285, 1356, 354]
notice-text: FILE NO. 2019-281593 STATEMENT OF ABANDONMENT OF USE OF FICTITIOUS BUSINESS NAME The following person(s) QS CONSTRUCTION INC., 9866 BEAU AVE., RIVERSIDE, CA 92503, have abandoned the use of the fictitious business name: ENERGY STAR UPGRADES, LA, 9866 BEAU AVE., RIVERSIDE, CA 92503. The fictitious business name referred to above was filed on 03/01/2019, in the county of Los Angeles. The original file number of 2019-281593. This statement was filed with the County Clerk of Los Angeles County on 10/23/2019. Publish: Mountain Views News 10/19/2019, 10/26/2019, 11/02/2019, 11/09/2019: [1140, 551, 1356, 595]
notice-text: FICTITIOUS BUSINESS NAME STATEMENT File No. 2019-269687 The following person(s) is (are) doing business as: TACOS TAMALES AND MASA, 9143 ALGANON AVE UNIT B, PICO RIVERA, CA 90660. Full name of registrant(s) is (are) MARIA ELENA MADRIGAL JR, 901 S WASHINGTON ST APT 108, COLTON, CA 92324. This Business is conducted by: AN INDIVIDUAL. Signed; JUAN CARLOS HERRERA JR. This statement was filed with the County Clerk of Los Angeles County on 10/07/19. The registrant(s) has (have) commenced to transact business under the fictitious business name or names listed above on N/A. NOTICE• This Fictitious Name Statement expires five years from the date it was filed in the office of the County Clerk. A new Fictitious Business Name Statement must be filed prior to that date. The filing of this statement does not of itself authorize the use in this state of a Fictitious Business Name in violation of the rights of another under Federal, State, or common law (See section 14411 et seq. Business and Professions Code)Publish: Mountain Views News Dates Pub: OCT. 19, 26, NOV. 02, 09, 2019: [1140, 358, 1356, 427]
legal-notice: [914, 188, 1130, 256]
notice-text: FICTITIOUS BUSINESS NAME STATEMENT File No. 2019276001 The following person(s) is (are) doing business as: GASPARINOS 415 WESTERN AVE KITCHEN 10, LOS ANGELES, CA. 90038. Full name of registrant(s) is (are) NAZARUS GASPARIAN 415 WESTERN AVE KITCHEN 10, LOS ANGELES, CA. 90038. JOSEFINA ALEXANDER 615 WESTERN AVE KITCHEN 10, LOS ANGELES, CA. 90038. This Business is conducted by: GENERAL PARTNERSHIP . Signed: JOSEFINA ALEXANDER, PARTNER. This statement was filed with the County Clerk of Los Angeles County on 10/17/2019. The registrant(s) has (have) commenced to transact business under the fictitious business name or names listed above on 10/2019. NOTICE• This Fictitious Name Statement expires five years from the date it was filed in the office of the County Clerk. A new Fictitious Business Name Statement must be filed prior to that date. The filing of this statement does not of itself authorize the use in this state of a Fictitious Business Name in violation of the rights of another under Federal, State, or common law (See section 14411 et seq. Business and Professions Code) Publish 332 Mountain Views News Oct 26, Nov 2, 9, 16, 2019: [236, 478, 452, 553]
notice-text: FICTITIOUS BUSINESS NAME STATEMENT File No. 2019281105 The following person(s) is (are) doing business as: VAJAN PLUMBING 380 WEST DORAN #1, GLENDALE,CA. 91203. Full name of registrant(s) is (are) VAHAN ARAKELIAN 380 WEST DORAN #1, GLENDALE,CA. 91203. This Business is conducted by: INDIVIDUAL. Signed: VAHAN ARAKELIAN , OWNER. This statement was filed with the County Clerk of Los Angeles County on 10/23/2019. The registrant(s) has (have) commenced to transact business under the fictitious business name or names listed above on 10/2019. NOTICE• This Fictitious Name Statement expires five years from the date it was filed in the office of the County Clerk. A new Fictitious Business Name Statement must be filed prior to that date. The filing: [10, 655, 226, 705]
notice-text: FICTITIOUS BUSINESS NAME STATEMENT File No. 2019-271547 The following person(s) is (are) doing business as: INVITE VENUE, 2566 SATURN AVE, HUNTINGTON PARK, CA 90255. Full name of registrant(s) is (are) JULIO RAMIREZ, 2566 SATURN AVE, HUNTINGTON PARK, CA 90255. SUZANNA RAMIREZ, 2566 SATURN AVE, HUNTINGTON PARK, CA 90255. This Business is conducted by: A GENERAL PARTNERSHIP. Signed; GERARDO MASTACHE. This statement was filed with the County Clerk of Los Angeles County on 10/10/19. The registrant(s) has (have) commenced to transact business under the fictitious business name or names listed above on N/A. NOTICE• This Fictitious Name Statement expires five years from the date it was filed in the office of the County Clerk. A new Fictitious Business Name Statement must be filed prior to that date. The filing of this statement does not of itself authorize the use in this state of a Fictitious Business Name in violation of the rights of another under Federal, State, or common law (See section 14411 et seq. Business and Professions Code) Publish: Mountain Views News Dates Pub: OCT. 19, 26, NOV. 02, 09, 2019: [688, 375, 904, 443]
page-number: 16: [14, 8, 55, 51]
notice-text: FICTITIOUS BUSINESS NAME STATEMENT File No. 2019280137 The following person(s) is (are) doing business as: MANOR CARE FACILITY 7768 ALCOTT AVE., VAN NUYS, CA. 91402. Full name of registrant(s) is (are) EIILINAG SONEJRA 7768 ALCOTT AVE., VAN NUYS, CA. 91402. This Business is conducted by: INDIVIDUAL Signed: EIILINA G. SONEJRA, OWNER. This statement was filed with the County Clerk of Los Angeles County on 10/22/2019 .The registrant(s) has (have) commenced to transact business under the fictitious business name or names listed above on 10/2019. NOTICE• This Fictitious Name Statement expires five years from the date it was filed in the office of the County Clerk. A new Fictitious Business Name Statement must be filed prior to that date. The filing of this statement does not of itself authorize the use in this state of a Fictitious Business Name in violation of the rights of another under Federal, State, or common law (See section 14411 et seq. Business and Professions Code) Publish 323 Mountain Views News Oct 26, Nov 2, 9, 16, 2019: [10, 504, 226, 572]
column-6: [1140, 80, 1356, 635]
notice-text: FILE NO. 2019-281560 STATEMENT OF ABANDONMENT OF USE OF FICTITIOUS BUSINESS NAME The following person(s) QS CONSTRUCTION INC., 9866 BEAU AVE., RIVERSIDE, CA 92503, have abandoned the use of the fictitious business name: ENERGY STAR UPGRADES, LA, 9866 BEAU AVE., RIVERSIDE, CA 92503. The fictitious business name referred to above was filed on 03/01/2019, in the county of Los Angeles. The original file number of 2019-281560. This statement was filed with the County Clerk of Los Angeles County on 10/23/2019. Publish: Mountain Views News 10/19/2019, 10/26/2019, 11/02/2019, 11/09/2019: [1140, 504, 1356, 547]
legal-notice: [236, 400, 452, 474]
legal-notice: [688, 309, 904, 371]
legal-notice: [462, 520, 678, 588]
legal-notice: [462, 309, 678, 371]
notice-text: FICTITIOUS BUSINESS NAME STATEMENT File No. 2019-270214 The following person(s) is (are) doing business as: BEAUTIFUL DIFFERENT HANDS RESOURCE CENTER, 7508 RICHFIELD ST APT 104, PARAMOUNT, CA 90723. Full name of registrant(s) is (are) AALIYAH D LUCAS, 7508 RICHFIELD ST APT 104, PARAMOUNT, CA 90723. This Business is conducted by: AN INDIVIDUAL. Signed; AALIYAH D LUCAS. This statement was filed with the County Clerk of Los Angeles County on 10/09/19. The registrant(s) has (have) commenced to transact business under the fictitious business name or names listed above on N/A. NOTICE• This Fictitious Name Statement expires five years from the date it was filed in the office of the County Clerk. A new Fictitious Business Name Statement must be filed prior to that date. The filing of this statement does not of itself authorize the use in this state of a Fictitious Business Name in violation of the rights of another under Federal, State, or common law (See section 14411 et seq. Business and Professions Code) Publish: Mountain Views News Oct 19, 26, NOV 02, 09, 2019: [462, 162, 678, 231]
section-title: LEGAL NOTICES: [984, 14, 1314, 59]
legal-notice: [10, 298, 226, 360]
legal-notice: [688, 447, 904, 515]
legal-notice: [236, 103, 452, 178]
legal-notice: [688, 103, 904, 165]
notice-text: FICTITIOUS BUSINESS NAME STATEMENT File No. 2019-270131 The following person(s) is (are) doing business as: COASTLINE SERVICES, 11130 BELLO ST, SANTA FE SPRINGS, CA 90670. Full name of registrant(s) is (are) CLIFFORD L GARDNER, 11130 BELLO ST, SANTA FE SPRINGS, CA 90670. This Business is conducted by: AN INDIVIDUAL. Signed; CLIFFORD L GARDNER. This statement was filed with the County Clerk of Los Angeles County on 10/09/19. The registrant(s) has (have) commenced to transact business under the fictitious business name or names listed above on 10/2019. NOTICE• This Fictitious Name Statement expires five years from the date it was filed in the office of the County Clerk. A new Fictitious Business Name Statement must be filed prior to that date. The filing of this statement does not of itself authorize the use in this state of a Fictitious Business Name in violation of the rights of another under Federal, State, or common law (See section 14411 et seq. Business and Professions Code) Publish: Mountain Views News Oct 19, 26, NOV 02, 09, 2019: [462, 520, 678, 589]
notice-text: FICTITIOUS BUSINESS NAME STATEMENT File No. 2019-269810 The following person(s) is (are) doing business as: MARIA ABUNDIS, 13414 VANOWEN ST, VAN NUYS, CA 91405. Full name of registrant(s) is (are) MARIA ABUNDIS, 13414 VANOWEN ST, VAN NUYS, CA 91405. This Business is conducted by: AN INDIVIDUAL. Signed; MARIA ABUNDIS. This statement was filed with the County Clerk of Los Angeles County on 10/09/19. The registrant(s) has (have) commenced to transact business under the fictitious business name or names listed above on N/A. NOTICE• This Fictitious Name Statement expires five years from the date it was filed in the office of the County Clerk. A new Fictitious Business Name Statement must be filed prior to that date. The filing of this statement does not of itself authorize the use in this state of a Fictitious Business Name in violation of the rights of another under Federal, State, or common law (See section 14411 et seq. Business and Professions Code)Publish: Mountain Views News Dates Pub: OCT. 19, 26, NOV. 02, 09, 2019: [914, 460, 1130, 522]
notice-text: FICTITIOUS BUSINESS NAME STATEMENT File No. 2019-269709 The following person(s) is (are) doing business as: MAKAMI JUNK REMOVAL, 15339 ORANGE AVE UNIT 12, PARAMOUNT, CA 90723. Full name of registrant(s) is (are) RAYMOND BANKS, 15339 ORANGE AVE UNIT 12, PARAMOUNT, CA 90723. This Business is conducted by: AN INDIVIDUAL. Signed; RAYMOND BANKS. This statement was filed with the County Clerk of Los Angeles County on 10/08/19. The registrant(s) has (have) commenced to transact business under the fictitious business name or names listed above on N/A. NOTICE• This Fictitious Name Statement expires five years from the date it was filed in the office of the County Clerk. A new Fictitious Business Name Statement must be filed prior to that date. The filing of this statement does not of itself authorize the use in this state of a Fictitious Business Name in violation of the rights of another under Federal, State, or common law (See section 14411 et seq. Business and Professions Code)Publish: Mountain Views News Dates Pub: OCT. 19, 26, NOV. 02, 09, 2019: [914, 387, 1130, 456]
legal-notice: [914, 115, 1130, 183]
legal-notice: [10, 655, 226, 704]
legal-notice: [1140, 431, 1356, 499]
legal-notice: [1140, 207, 1356, 281]
notice-text: to that date. The filing of this statement does not of itself authorize the use in this state of a Fictitious Business Name in violation of the rights of another under Federal, State, or common law (See section 14411 et seq. Business and Professions Code)Publish: Mountain Views News Dates Pub: OCT. 19, 26, NOV. 02, 09, 2019: [688, 80, 904, 98]
notice-text: FICTITIOUS BUSINESS NAME STATEMENT File No. 2019277280 The following person(s) is (are) doing business as: FELIZ LA 31332. Full name of registrant(s) is (are) DAVID A. PARRAZ II 7337 CARTWRIGHT AVE., SUN VALLEY, CA. 91352. ANDY A. HURTADO 6028 FULTON AVE. APT 4, VAN NUYS, CA. 91401. MARIA A. CUVALLOS 8555 INDEPENDENCE AVE APT 202, CANOGA PARK, CA. 91304. This Business is conducted by: GENERAL PARTNERSHIP . Signed: ANDY A. HURTADO , PARTNER. This statement was filed with the County Clerk of Los Angeles County on 10/24/2019. The registrant(s) has (have) commenced to transact business under the fictitious business name or names listed above on N/A. NOTICE• This Fictitious Name Statement expires five years from the date it was filed in the office of the County Clerk. A new Fictitious Business Name Statement must be filed prior to that date. The filing of this statement does not of itself authorize the use in this state of a Fictitious Business Name in violation of the rights of another under Federal, State, or common law (See section 14411 et seq. Business and Professions Code) Publish 331 Mountain Views News Oct 26, Nov 2, 9, 16, 2019: [236, 400, 452, 474]
